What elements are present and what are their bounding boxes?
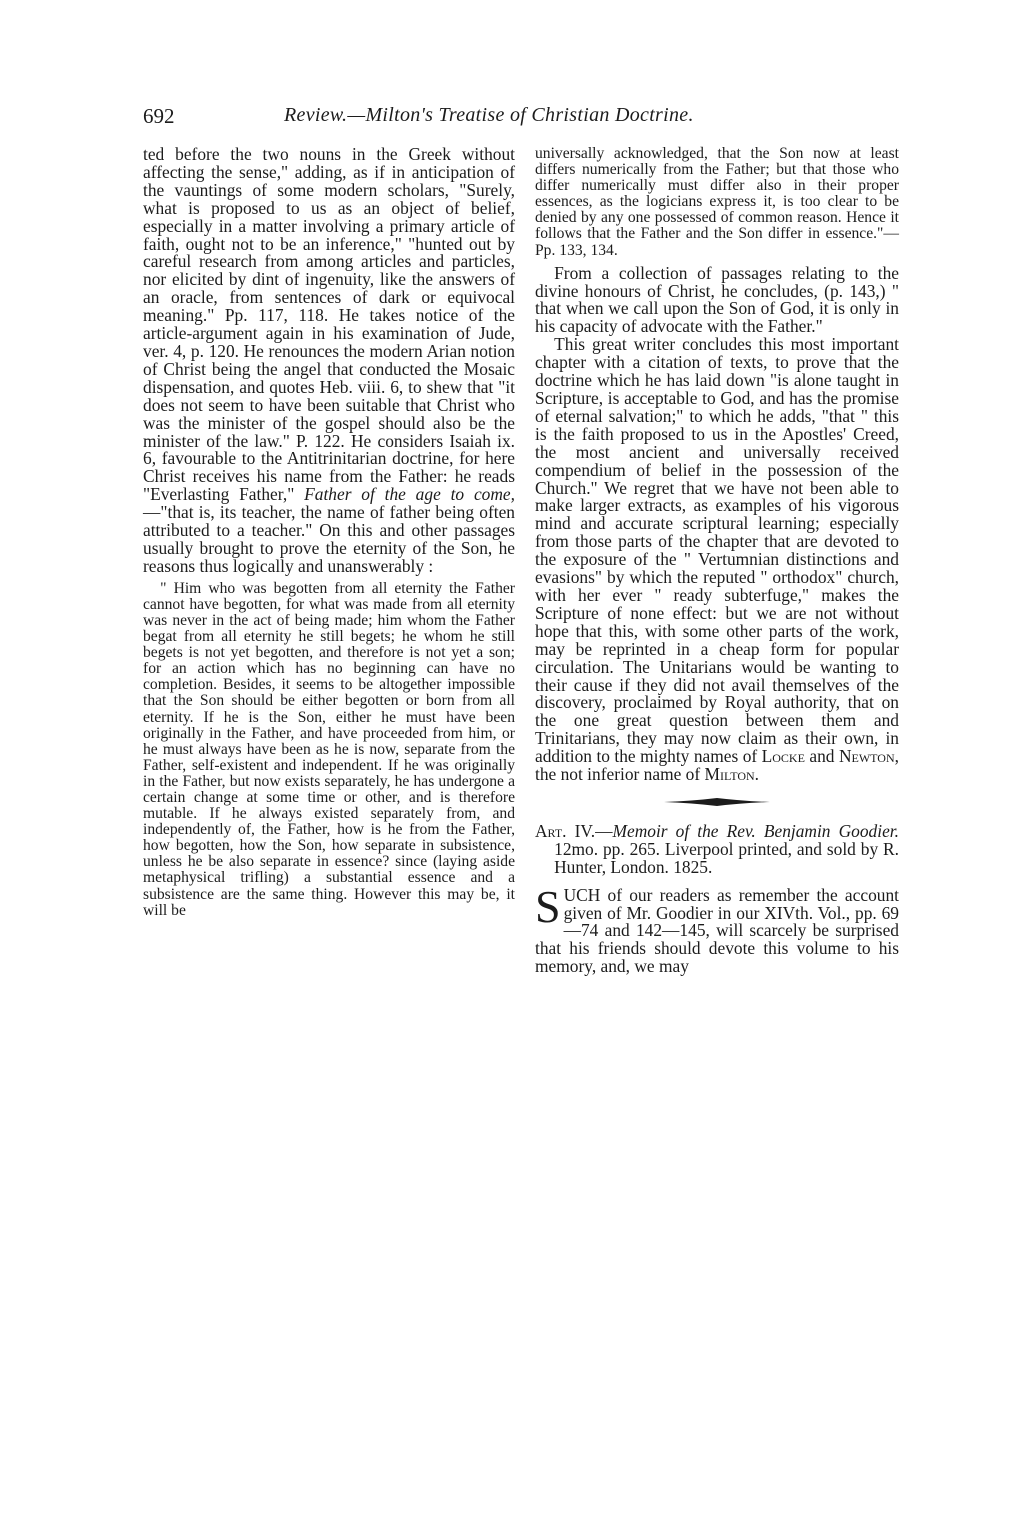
article-details: 12mo. pp. 265. Liverpool printed, and sold by R. Hunter, London. 1825. (554, 838, 899, 877)
paragraph-text: , the not inferior name of (535, 746, 899, 785)
name-newton: Newton (838, 746, 895, 767)
name-milton: Milton (704, 764, 755, 785)
block-quote-continued: universally acknowledged, that the Son now at least differs numerically from the Father; but that those who differ numerically must differ also in their proper essences, as the logicians express it, is too clear to be denied by any one possessed of common reason. Hence it follows that the Father and the Son differ in essence."—Pp. 133, 134. (535, 145, 899, 259)
paragraph-text: —"that is, its teacher, the name of father being often attributed to a teacher." On this and other passages usually brought to prove the eternity of the Son, he reasons thus logically and unanswerably : (143, 502, 515, 576)
body-paragraph: From a collection of passages relating to the divine honours of Christ, he concludes, (p. 143,) " that when we call upon the Son of God, it is only in his capacity of advocate with the Father." (535, 262, 899, 337)
article-heading (535, 820, 899, 877)
section-divider-ornament (662, 797, 772, 807)
article-title: Memoir of the Rev. Benjamin Goodier. (612, 820, 899, 841)
body-paragraph (535, 880, 899, 977)
drop-cap: S (535, 880, 561, 932)
paragraph-text: ted before the two nouns in the Greek without affecting the sense," adding, as if in anticipation of the vauntings of some modern scholars, "Surely, what is proposed to us as an object of belief, especially in a matter involving a primary article of faith, ought not to be an inference," "hunted out by careful research from among articles and particles, nor elicited by dint of ingenuity, like the answers of an oracle, from sentences of dark or equivocal meaning." Pp. 117, 118. He takes notice of the article-argument again in his examination of Jude, ver. 4, p. 120. He renounces the modern Arian notion of Christ being the angel that conducted the Mosaic dispensation, and quotes Heb. viii. 6, to shew that "it does not seem to have been suitable that Christ who was the minister of the gospel should also be the minister of the law." P. 122. He considers Isaiah ix. 6, favourable to the Antitrinitarian doctrine, for here Christ receives his name from the Father: he reads "Everlasting Father," (143, 144, 515, 505)
right-column (535, 146, 899, 976)
page-number: 692 (143, 104, 175, 128)
italic-phrase: Father of the age to come, (304, 484, 515, 505)
paragraph-text: and (809, 746, 835, 767)
page-header (143, 104, 895, 134)
left-column (143, 146, 515, 919)
running-title: Review.—Milton's Treatise of Christian Doctrine. (284, 104, 694, 126)
article-label: Art. IV.— (535, 820, 613, 841)
name-locke: Locke (761, 746, 805, 767)
body-paragraph (143, 146, 515, 576)
paragraph-text: UCH of our readers as remember the account given of Mr. Goodier in our XIVth. Vol., pp. 69—74 and 142—145, will scarcely be surprised that his friends should devote this volume to his memory, and, we may (535, 884, 899, 977)
block-quote: " Him who was begotten from all eternity the Father cannot have begotten, for what was made from all eternity was never in the act of being made; him whom the Father begat from all eternity he still begets; he whom he still begets is not yet begotten, and therefore is not yet a son; for an action which has no beginning can have no completion. Besides, it seems to be altogether impossible that the Son should be either begotten or born from all eternity. If he is the Son, either he must have been originally in the Father, and have proceeded from him, or he must always have been as he is now, separate from the Father, self-existent and independent. If he was originally in the Father, but now exists separately, he has undergone a certain change at some time or other, and is therefore mutable. If he always existed separately from, and independently of, the Father, how is he from the Father, how begotten, how the Son, how separate in subsistence, unless he be also separate in essence? since (laying aside metaphysical trifling) a substantial essence and a subsistence are the same thing. However this may be, it will be (143, 579, 515, 919)
paragraph-text: . (754, 764, 760, 785)
body-paragraph (535, 336, 899, 784)
paragraph-text: This great writer concludes this most important chapter with a citation of texts, to prove that the doctrine which he has laid down "is alone taught in Scripture, is acceptable to God, and has the promise of eternal salvation;" to which he adds, "that " this is the faith proposed to us in the Apostles' Creed, the most ancient and universally received compendium of belief in the possession of the Church." We regret that we have not been able to make larger extracts, as examples of his vigorous mind and accurate scriptural learning; especially from those parts of the chapter that are devoted to the exposure of the " Vertumnian distinctions and evasions" by which the reputed " orthodox" church, with her ever " ready subterfuge," makes the Scripture of none effect: but we are not without hope that this, with some other parts of the work, may be reprinted in a cheap form for popular circulation. The Unitarians would be wanting to their cause if they did not avail themselves of the discovery, proclaimed by Royal authority, that on the one great question between them and Trinitarians, they may now claim as their own, in addition to the mighty names of (535, 334, 899, 767)
